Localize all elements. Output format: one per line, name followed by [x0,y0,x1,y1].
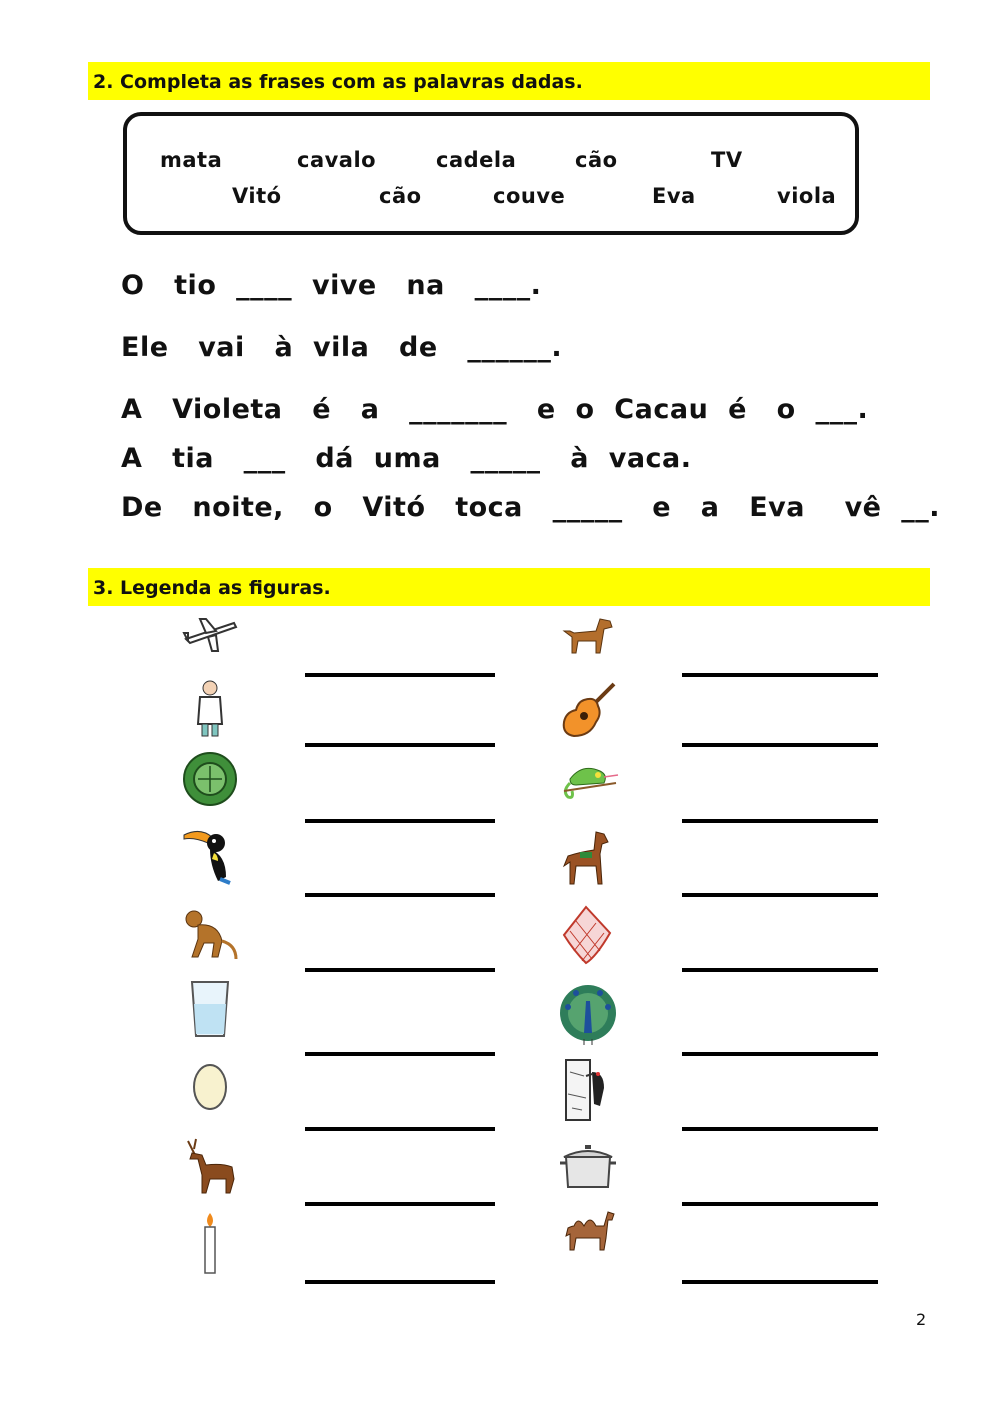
pot-icon [553,1128,623,1198]
toucan-icon [175,818,245,888]
word-bank-item: cão [575,148,618,172]
answer-line[interactable] [682,1052,878,1056]
candle-icon [175,1208,245,1278]
deer-icon [175,1130,245,1200]
word-bank-item: mata [160,148,223,172]
answer-line[interactable] [305,968,495,972]
word-bank-item: viola [777,184,837,208]
peacock-icon [553,980,623,1050]
airplane-icon [175,598,245,668]
page-number: 2 [916,1310,927,1329]
answer-line[interactable] [305,673,495,677]
glass-icon [175,973,245,1043]
answer-line[interactable] [305,1127,495,1131]
word-bank-item: Eva [652,184,696,208]
cabbage-icon [175,743,245,813]
answer-line[interactable] [682,968,878,972]
word-bank-item: couve [493,184,566,208]
egg-icon [175,1050,245,1120]
answer-line[interactable] [305,1280,495,1284]
answer-line[interactable] [682,819,878,823]
sentence-5: De noite, o Vitó toca _____ e a Eva vê __. [121,492,941,523]
exercise-2-title: 2. Completa as frases com as palavras dadas. [88,62,930,100]
answer-line[interactable] [682,1202,878,1206]
answer-line[interactable] [305,1202,495,1206]
answer-line[interactable] [682,893,878,897]
answer-line[interactable] [305,893,495,897]
guitar-icon [553,675,623,745]
answer-line[interactable] [682,1127,878,1131]
handkerchief-icon [553,898,623,968]
dog-icon [553,598,623,668]
answer-line[interactable] [305,1052,495,1056]
answer-line[interactable] [682,1280,878,1284]
answer-line[interactable] [682,743,878,747]
camel-icon [553,1195,623,1265]
word-bank-item: Vitó [232,184,282,208]
sentence-4: A tia ___ dá uma _____ à vaca. [121,443,692,474]
sentence-1: O tio ____ vive na ____. [121,270,542,301]
word-bank-item: cavalo [297,148,377,172]
answer-line[interactable] [305,743,495,747]
sentence-2: Ele vai à vila de ______. [121,332,563,363]
word-bank [123,112,859,235]
word-bank-item: cadela [436,148,517,172]
sentence-3: A Violeta é a _______ e o Cacau é o ___. [121,394,869,425]
doctor-icon [175,673,245,743]
chameleon-icon [553,748,623,818]
horse-icon [553,823,623,893]
woodpecker-icon [553,1055,623,1125]
exercise-3-title: 3. Legenda as figuras. [88,568,930,606]
answer-line[interactable] [682,673,878,677]
word-bank-item: cão [379,184,422,208]
answer-line[interactable] [305,819,495,823]
word-bank-item: TV [711,148,743,172]
monkey-icon [175,898,245,968]
